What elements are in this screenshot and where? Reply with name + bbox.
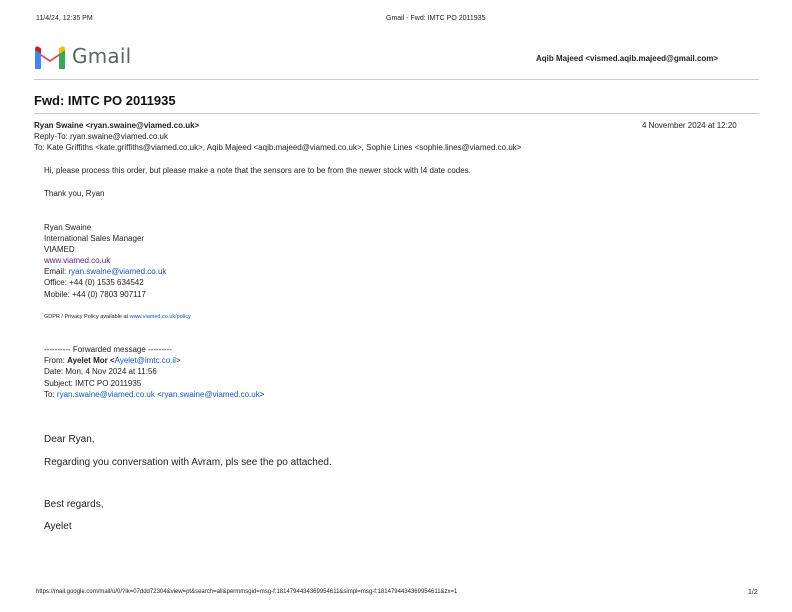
forwarded-subject: Subject: IMTC PO 2011935	[44, 379, 142, 388]
gdpr-text: GDPR / Privacy Policy available at	[44, 314, 129, 320]
print-page-title: Gmail - Fwd: IMTC PO 2011935	[386, 15, 486, 22]
forwarded-from	[44, 356, 181, 365]
forwarded-to-label: To:	[44, 390, 55, 399]
forwarded-from-label: From:	[44, 356, 65, 365]
forwarded-from-email-link[interactable]: Ayelet@imtc.co.il	[114, 356, 176, 365]
subject-divider	[34, 113, 759, 114]
forwarded-to-email-link[interactable]: ryan.swaine@viamed.co.uk	[56, 390, 155, 399]
print-datetime: 11/4/24, 12:35 PM	[36, 15, 93, 22]
header-divider	[34, 79, 759, 80]
gmail-logo-icon[interactable]	[33, 44, 67, 70]
email-to: To: Kate Griffiths <kate.griffiths@viamed.co.uk>, Aqib Majeed <aqib.majeed@viamed.co.uk>, Sophie Lines <sophie.lines@viamed.co.uk>	[34, 143, 522, 152]
forwarded-to-close: >	[259, 390, 265, 399]
signature-name: Ryan Swaine	[44, 223, 92, 232]
email-reply-to: Reply-To: ryan.swaine@viamed.co.uk	[34, 132, 168, 141]
fwd-closing: Best regards,	[44, 499, 104, 510]
email-from: Ryan Swaine <ryan.swaine@viamed.co.uk>	[34, 121, 200, 130]
forwarded-from-close: >	[175, 356, 181, 365]
signature-title: International Sales Manager	[44, 234, 145, 243]
email-date: 4 November 2024 at 12:20	[642, 121, 737, 130]
gdpr-row	[44, 314, 191, 320]
forwarded-separator: ---------- Forwarded message ---------	[44, 345, 172, 354]
fwd-body-line: Regarding you conversation with Avram, pls see the po attached.	[44, 457, 332, 468]
signature-mobile: Mobile: +44 (0) 7803 907117	[44, 290, 146, 299]
forwarded-to-open: <	[157, 390, 162, 399]
forwarded-to	[44, 390, 264, 399]
signature-email-link[interactable]: ryan.swaine@viamed.co.uk	[68, 267, 167, 276]
body-line-2: Thank you, Ryan	[44, 189, 105, 198]
fwd-signoff: Ayelet	[44, 521, 72, 532]
gmail-wordmark: Gmail	[72, 44, 132, 68]
signature-email-row	[44, 267, 166, 276]
signature-office: Office: +44 (0) 1535 634542	[44, 278, 144, 287]
gdpr-link[interactable]: www.viamed.co.uk/policy	[129, 314, 191, 320]
print-footer-page: 1/2	[748, 589, 758, 596]
forwarded-to-email-link-2[interactable]: ryan.swaine@viamed.co.uk	[161, 390, 260, 399]
forwarded-from-name: Ayelet Mor <	[67, 356, 115, 365]
email-subject: Fwd: IMTC PO 2011935	[34, 93, 176, 108]
forwarded-date: Date: Mon, 4 Nov 2024 at 11:56	[44, 367, 157, 376]
account-label: Aqib Majeed <vismed.aqib.majeed@gmail.com>	[536, 54, 719, 63]
signature-email-label: Email:	[44, 267, 67, 276]
signature-website-link[interactable]: www.viamed.co.uk	[44, 256, 111, 265]
fwd-greeting: Dear Ryan,	[44, 434, 95, 445]
body-line-1: Hi, please process this order, but please make a note that the sensors are to be from the newer stock with I4 date codes.	[44, 166, 471, 175]
signature-company: VIAMED	[44, 245, 75, 254]
print-footer-url: https://mail.google.com/mail/u/0/?ik=07ddd72304&view=pt&search=all&permmsgid=msg-f:1814794434369954611&simpl=msg-f:1814794434369954611&zx=1	[36, 589, 458, 595]
